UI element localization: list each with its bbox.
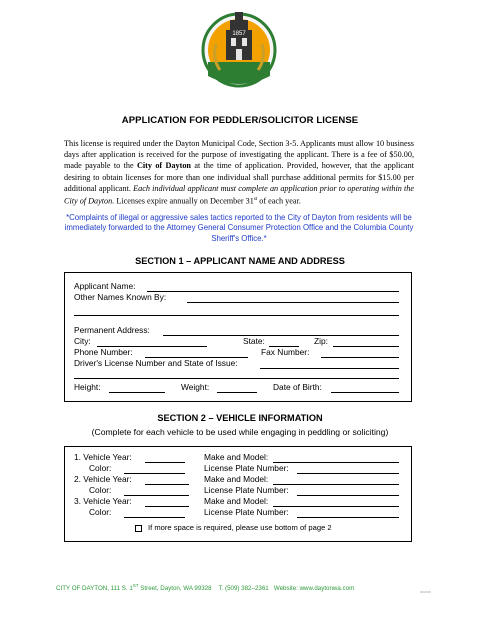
applicant-name-label: Applicant Name: (74, 281, 136, 291)
more-space-checkbox[interactable] (135, 525, 142, 532)
intro-text: at the time of application. Provided, however, that the applicant desiring to obtain licenses for more than one individual shall purchase additional permits for $15.00 per additional applicant. (64, 161, 415, 193)
vehicle2-make-label: Make and Model: (204, 474, 269, 484)
intro-text: Licenses expire annually on December 31 (114, 196, 254, 206)
zip-field[interactable] (333, 346, 399, 347)
section2-title: SECTION 2 – VEHICLE INFORMATION (157, 413, 323, 423)
section1-title: SECTION 1 – APPLICANT NAME AND ADDRESS (135, 256, 345, 266)
section1-box (64, 272, 412, 402)
fax-label: Fax Number: (261, 347, 310, 357)
weight-field[interactable] (217, 392, 257, 393)
more-space-text: If more space is required, please use bottom of page 2 (148, 523, 332, 532)
height-field[interactable] (109, 392, 165, 393)
intro-italic: Each individual applicant must complete an application prior to operating within the City of Dayton. (64, 183, 414, 206)
vehicle3-color-field[interactable] (124, 517, 185, 518)
vehicle1-year-field[interactable] (145, 462, 185, 463)
vehicle2-make-field[interactable] (273, 484, 399, 485)
weight-label: Weight: (181, 382, 210, 392)
vehicle2-plate-field[interactable] (297, 495, 399, 496)
vehicle1-make-label: Make and Model: (204, 452, 269, 462)
vehicle3-year-field[interactable] (145, 506, 189, 507)
vehicle3-color-label: Color: (89, 507, 112, 517)
permanent-address-label: Permanent Address: (74, 325, 150, 335)
applicant-name-field[interactable] (147, 291, 399, 292)
intro-text: of each year. (257, 196, 301, 206)
vehicle1-plate-label: License Plate Number: (204, 463, 289, 473)
seal-year: 1857 (232, 31, 246, 37)
city-seal-logo (196, 4, 282, 90)
vehicle3-make-label: Make and Model: (204, 496, 269, 506)
form-revision-code: 06/2015 (420, 590, 431, 594)
complaints-notice: *Complaints of illegal or aggressive sales tactics reported to the City of Dayton from residents will be immediately forwarded to the Attorney General Consumer Protection Office and the Columbia County Sheriff's Office.* (64, 213, 414, 243)
zip-label: Zip: (314, 336, 328, 346)
vehicle3-plate-field[interactable] (297, 517, 399, 518)
vehicle1-plate-field[interactable] (297, 473, 399, 474)
intro-text: This license is required under the Dayton Municipal Code, Section 3-5. Applicants must allow 10 business days after application is received for the purpose of investigating the applicant. There is a fee of $50.00, made payable to the (64, 139, 414, 171)
state-label: State: (243, 336, 265, 346)
footer-address-rest: Street, Dayton, WA 99328 (138, 585, 212, 593)
drivers-license-field-2[interactable] (74, 378, 399, 379)
phone-label: Phone Number: (74, 347, 133, 357)
other-names-field[interactable] (187, 302, 399, 303)
drivers-license-label: Driver's License Number and State of Issue: (74, 358, 238, 368)
vehicle3-make-field[interactable] (273, 506, 399, 507)
more-space-note (135, 523, 332, 532)
vehicle2-color-label: Color: (89, 485, 112, 495)
footer-website[interactable]: Website: www.daytonwa.com (273, 585, 355, 593)
footer-address-sup: ST (132, 583, 139, 588)
vehicle2-plate-label: License Plate Number: (204, 485, 289, 495)
vehicle1-year-label: 1. Vehicle Year: (74, 452, 132, 462)
vehicle2-color-field[interactable] (124, 495, 189, 496)
section2-subtitle: (Complete for each vehicle to be used while engaging in peddling or soliciting) (91, 427, 389, 437)
footer-address: CITY OF DAYTON, 111 S. 1 (56, 585, 133, 593)
vehicle1-color-label: Color: (89, 463, 112, 473)
drivers-license-field[interactable] (260, 368, 399, 369)
dob-label: Date of Birth: (273, 382, 322, 392)
vehicle2-year-field[interactable] (145, 484, 189, 485)
page-title: APPLICATION FOR PEDDLER/SOLICITOR LICENSE (121, 115, 359, 126)
fax-field[interactable] (321, 357, 399, 358)
footer-contact (56, 583, 354, 592)
intro-city: City of Dayton (136, 161, 191, 171)
other-names-label: Other Names Known By: (74, 292, 167, 302)
vehicle2-year-label: 2. Vehicle Year: (74, 474, 132, 484)
vehicle1-color-field[interactable] (124, 473, 185, 474)
dob-field[interactable] (331, 392, 399, 393)
vehicle1-make-field[interactable] (273, 462, 399, 463)
vehicle3-year-label: 3. Vehicle Year: (74, 496, 132, 506)
intro-paragraph (64, 138, 414, 207)
permanent-address-field[interactable] (163, 335, 399, 336)
height-label: Height: (74, 382, 101, 392)
other-names-field-2[interactable] (74, 315, 399, 316)
footer-phone: T. (509) 382–2361 (218, 585, 269, 593)
city-label: City: (74, 336, 91, 346)
intro-sup: st (253, 197, 258, 203)
vehicle3-plate-label: License Plate Number: (204, 507, 289, 517)
section2-box (64, 446, 412, 542)
